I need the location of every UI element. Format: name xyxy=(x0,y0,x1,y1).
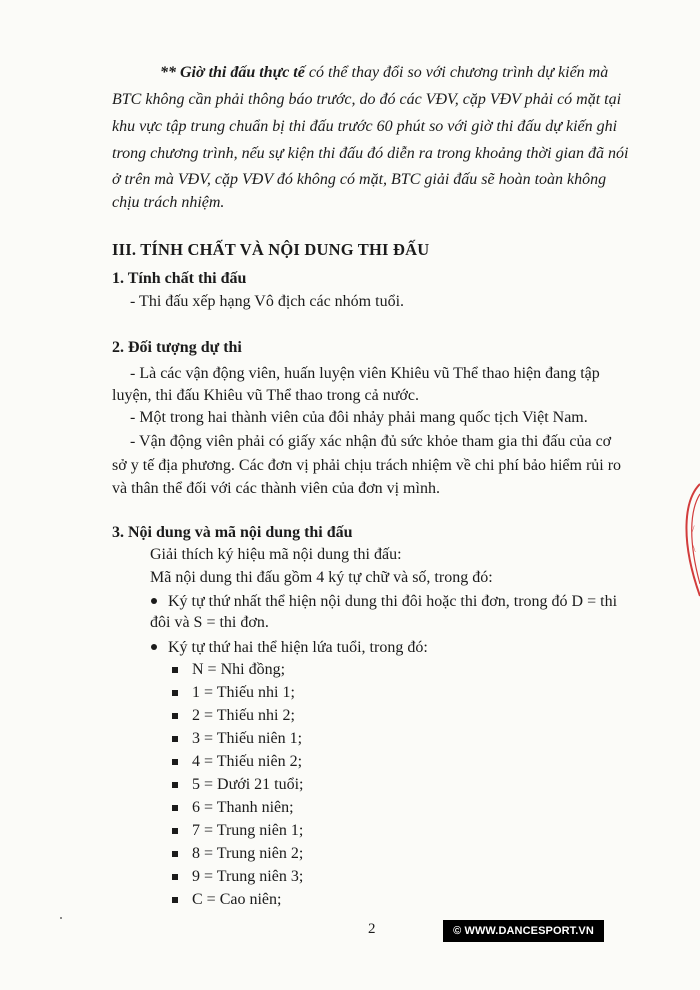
square-bullet-icon xyxy=(172,690,178,696)
stamp-fragment-icon xyxy=(676,480,700,600)
s3-intro-1: Giải thích ký hiệu mã nội dung thi đấu: xyxy=(150,546,402,563)
square-bullet-icon xyxy=(172,667,178,673)
note-line-6: chịu trách nhiệm. xyxy=(112,194,225,211)
s1-title: 1. Tính chất thi đấu xyxy=(112,270,247,287)
watermark-badge: © WWW.DANCESPORT.VN xyxy=(443,920,604,942)
s2-dash-1-line-1: - Là các vận động viên, huấn luyện viên Khiêu vũ Thể thao hiện đang tập xyxy=(130,365,600,382)
s3-intro-2: Mã nội dung thi đấu gồm 4 ký tự chữ và số, trong đó: xyxy=(150,569,493,586)
age-item: 4 = Thiếu niên 2; xyxy=(192,753,303,770)
note-line-3: khu vực tập trung chuẩn bị thi đấu trước 60 phút so với giờ thi đấu dự kiến ghi xyxy=(112,118,618,135)
page-number: 2 xyxy=(368,921,376,937)
s3-bullet-1-line-2: đôi và S = thi đơn. xyxy=(150,614,269,631)
s2-dash-1-line-2: luyện, thi đấu Khiêu vũ Thể thao trong cả nước. xyxy=(112,387,419,404)
square-bullet-icon xyxy=(172,851,178,857)
age-item: 5 = Dưới 21 tuổi; xyxy=(192,776,304,793)
age-item: N = Nhi đồng; xyxy=(192,661,286,678)
square-bullet-icon xyxy=(172,874,178,880)
age-item: 6 = Thanh niên; xyxy=(192,799,294,816)
s2-dash-3-line-1: - Vận động viên phải có giấy xác nhận đủ sức khỏe tham gia thi đấu của cơ xyxy=(130,433,612,450)
s2-dash-3-line-2: sở y tế địa phương. Các đơn vị phải chịu trách nhiệm về chi phí bảo hiểm rủi ro xyxy=(112,457,622,474)
age-item: 7 = Trung niên 1; xyxy=(192,822,304,839)
square-bullet-icon xyxy=(172,713,178,719)
svg-text:/: / xyxy=(692,524,695,534)
bullet-dot-icon xyxy=(151,598,157,604)
note-line-5: ở trên mà VĐV, cặp VĐV đó không có mặt, BTC giải đấu sẽ hoàn toàn không xyxy=(112,171,607,188)
age-item: 3 = Thiếu niên 1; xyxy=(192,730,303,747)
square-bullet-icon xyxy=(172,828,178,834)
age-item: C = Cao niên; xyxy=(192,891,282,908)
age-item: 1 = Thiếu nhi 1; xyxy=(192,684,295,701)
square-bullet-icon xyxy=(172,805,178,811)
square-bullet-icon xyxy=(172,782,178,788)
note-line-1 xyxy=(160,62,608,84)
bullet-dot-icon xyxy=(151,644,157,650)
s2-dash-3-line-3: và thân thể đối với các thành viên của đơn vị mình. xyxy=(112,480,440,497)
section-title: III. TÍNH CHẤT VÀ NỘI DUNG THI ĐẤU xyxy=(112,240,430,259)
s1-dash-1: - Thi đấu xếp hạng Vô địch các nhóm tuổi. xyxy=(130,293,405,310)
s2-title: 2. Đối tượng dự thi xyxy=(112,339,242,356)
square-bullet-icon xyxy=(172,759,178,765)
scan-speck xyxy=(60,917,62,919)
note-line-1-rest: có thể thay đổi so với chương trình dự kiến mà xyxy=(304,64,609,81)
age-item: 9 = Trung niên 3; xyxy=(192,868,304,885)
age-item: 2 = Thiếu nhi 2; xyxy=(192,707,295,724)
note-line-2: BTC không cần phải thông báo trước, do đó các VĐV, cặp VĐV phải có mặt tại xyxy=(112,91,622,108)
age-item: 8 = Trung niên 2; xyxy=(192,845,304,862)
s3-bullet-1-line-1: Ký tự thứ nhất thể hiện nội dung thi đôi hoặc thi đơn, trong đó D = thi xyxy=(168,593,618,610)
s3-bullet-2: Ký tự thứ hai thể hiện lứa tuổi, trong đó: xyxy=(168,639,428,656)
svg-text:\: \ xyxy=(693,544,696,554)
s2-dash-2: - Một trong hai thành viên của đôi nhảy phải mang quốc tịch Việt Nam. xyxy=(130,409,588,426)
note-line-4: trong chương trình, nếu sự kiện thi đấu đó diễn ra trong khoảng thời gian đã nói xyxy=(112,145,629,162)
square-bullet-icon xyxy=(172,736,178,742)
note-lead: ** Giờ thi đấu thực tế xyxy=(160,64,305,81)
square-bullet-icon xyxy=(172,897,178,903)
s3-title: 3. Nội dung và mã nội dung thi đấu xyxy=(112,524,353,541)
